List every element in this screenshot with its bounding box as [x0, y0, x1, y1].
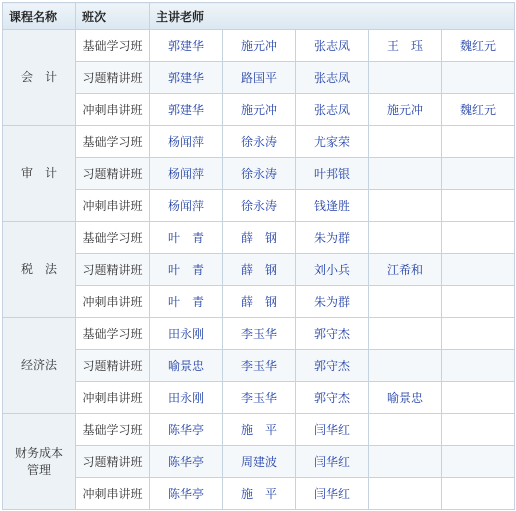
table-row	[3, 350, 515, 382]
teacher-cell: 徐永涛	[223, 190, 296, 222]
class-type-cell: 基础学习班	[76, 126, 150, 158]
empty-cell	[442, 222, 515, 254]
teacher-cell: 陈华亭	[150, 446, 223, 478]
teacher-cell: 薛 钢	[223, 254, 296, 286]
teacher-cell: 叶邦银	[296, 158, 369, 190]
empty-cell	[369, 286, 442, 318]
teacher-cell: 闫华红	[296, 478, 369, 510]
empty-cell	[369, 318, 442, 350]
course-teacher-table	[2, 2, 515, 510]
empty-cell	[442, 190, 515, 222]
empty-cell	[442, 254, 515, 286]
teacher-cell: 郭建华	[150, 30, 223, 62]
teacher-cell: 朱为群	[296, 222, 369, 254]
teacher-cell: 江希和	[369, 254, 442, 286]
class-type-cell: 习题精讲班	[76, 254, 150, 286]
class-type-cell: 习题精讲班	[76, 158, 150, 190]
empty-cell	[369, 190, 442, 222]
class-type-cell: 冲刺串讲班	[76, 382, 150, 414]
empty-cell	[442, 414, 515, 446]
table-row	[3, 446, 515, 478]
teacher-cell: 朱为群	[296, 286, 369, 318]
empty-cell	[369, 414, 442, 446]
table-header-row	[3, 3, 515, 30]
header-teacher: 主讲老师	[150, 3, 515, 30]
class-type-cell: 习题精讲班	[76, 62, 150, 94]
teacher-cell: 喻景忠	[369, 382, 442, 414]
class-type-cell: 冲刺串讲班	[76, 478, 150, 510]
teacher-cell: 喻景忠	[150, 350, 223, 382]
table-row	[3, 30, 515, 62]
teacher-cell: 魏红元	[442, 30, 515, 62]
empty-cell	[442, 478, 515, 510]
teacher-cell: 徐永涛	[223, 158, 296, 190]
table-row	[3, 126, 515, 158]
teacher-cell: 薛 钢	[223, 222, 296, 254]
teacher-cell: 叶 青	[150, 222, 223, 254]
empty-cell	[369, 222, 442, 254]
teacher-cell: 张志凤	[296, 62, 369, 94]
course-name-cell: 审 计	[3, 126, 76, 222]
teacher-cell: 郭守杰	[296, 350, 369, 382]
teacher-cell: 杨闻萍	[150, 126, 223, 158]
teacher-cell: 郭建华	[150, 94, 223, 126]
teacher-cell: 施 平	[223, 414, 296, 446]
class-type-cell: 习题精讲班	[76, 350, 150, 382]
teacher-cell: 闫华红	[296, 414, 369, 446]
class-type-cell: 基础学习班	[76, 222, 150, 254]
table-row	[3, 382, 515, 414]
teacher-cell: 王 珏	[369, 30, 442, 62]
empty-cell	[442, 318, 515, 350]
teacher-cell: 刘小兵	[296, 254, 369, 286]
header-class: 班次	[76, 3, 150, 30]
empty-cell	[442, 126, 515, 158]
course-name-cell: 会 计	[3, 30, 76, 126]
teacher-cell: 陈华亭	[150, 478, 223, 510]
table-row	[3, 94, 515, 126]
empty-cell	[442, 350, 515, 382]
empty-cell	[369, 478, 442, 510]
teacher-cell: 施元冲	[369, 94, 442, 126]
empty-cell	[369, 158, 442, 190]
table-row	[3, 254, 515, 286]
course-name-cell	[3, 414, 76, 510]
teacher-cell: 魏红元	[442, 94, 515, 126]
teacher-cell: 田永刚	[150, 382, 223, 414]
teacher-cell: 施元冲	[223, 94, 296, 126]
class-type-cell: 冲刺串讲班	[76, 94, 150, 126]
empty-cell	[442, 446, 515, 478]
teacher-cell: 周建波	[223, 446, 296, 478]
teacher-cell: 施 平	[223, 478, 296, 510]
teacher-cell: 李玉华	[223, 382, 296, 414]
table-body	[3, 30, 515, 510]
table-row	[3, 478, 515, 510]
empty-cell	[442, 158, 515, 190]
class-type-cell: 基础学习班	[76, 318, 150, 350]
course-name-cell: 税 法	[3, 222, 76, 318]
course-name-line: 管理	[26, 462, 51, 477]
teacher-cell: 陈华亭	[150, 414, 223, 446]
empty-cell	[442, 382, 515, 414]
course-name-cell: 经济法	[3, 318, 76, 414]
teacher-cell: 郭守杰	[296, 318, 369, 350]
teacher-cell: 杨闻萍	[150, 190, 223, 222]
teacher-cell: 叶 青	[150, 286, 223, 318]
teacher-cell: 田永刚	[150, 318, 223, 350]
teacher-cell: 李玉华	[223, 318, 296, 350]
empty-cell	[369, 62, 442, 94]
class-type-cell: 基础学习班	[76, 30, 150, 62]
teacher-cell: 路国平	[223, 62, 296, 94]
table-row	[3, 414, 515, 446]
empty-cell	[442, 286, 515, 318]
teacher-cell: 张志凤	[296, 30, 369, 62]
class-type-cell: 习题精讲班	[76, 446, 150, 478]
course-name-line: 财务成本	[14, 445, 63, 460]
empty-cell	[369, 350, 442, 382]
teacher-cell: 郭守杰	[296, 382, 369, 414]
teacher-cell: 李玉华	[223, 350, 296, 382]
table-row	[3, 222, 515, 254]
empty-cell	[442, 62, 515, 94]
class-type-cell: 基础学习班	[76, 414, 150, 446]
table-row	[3, 62, 515, 94]
class-type-cell: 冲刺串讲班	[76, 190, 150, 222]
teacher-cell: 钱逢胜	[296, 190, 369, 222]
table-row	[3, 190, 515, 222]
teacher-cell: 薛 钢	[223, 286, 296, 318]
teacher-cell: 叶 青	[150, 254, 223, 286]
teacher-cell: 张志凤	[296, 94, 369, 126]
teacher-cell: 郭建华	[150, 62, 223, 94]
table-row	[3, 318, 515, 350]
teacher-cell: 尤家荣	[296, 126, 369, 158]
teacher-cell: 杨闻萍	[150, 158, 223, 190]
teacher-cell: 徐永涛	[223, 126, 296, 158]
teacher-cell: 施元冲	[223, 30, 296, 62]
class-type-cell: 冲刺串讲班	[76, 286, 150, 318]
header-course-name: 课程名称	[3, 3, 76, 30]
empty-cell	[369, 126, 442, 158]
empty-cell	[369, 446, 442, 478]
teacher-cell: 闫华红	[296, 446, 369, 478]
table-row	[3, 286, 515, 318]
table-row	[3, 158, 515, 190]
